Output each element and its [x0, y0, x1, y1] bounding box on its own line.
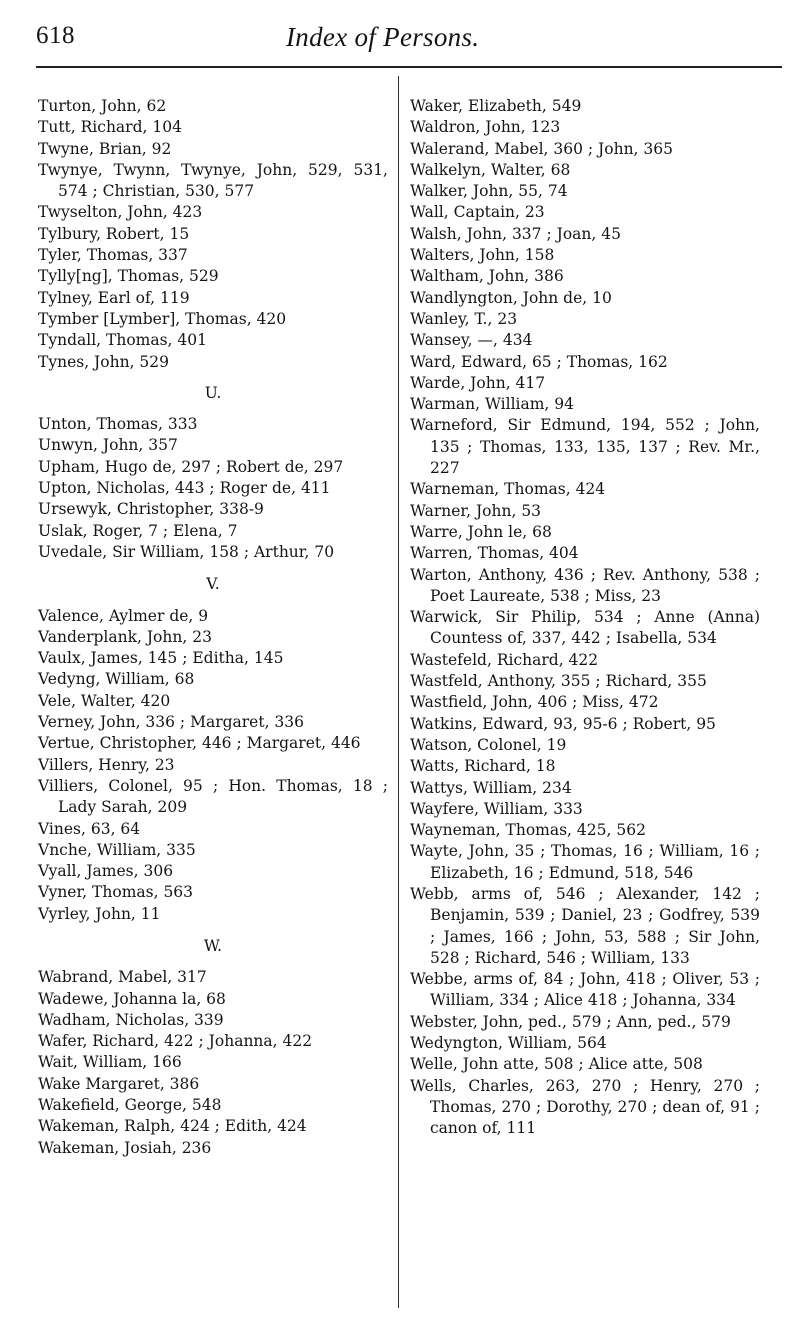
index-entry: Wadewe, Johanna la, 68: [38, 989, 226, 1008]
index-entry: Wafer, Richard, 422 ; Johanna, 422: [38, 1032, 313, 1051]
index-entry: Tyler, Thomas, 337: [38, 246, 188, 265]
index-entry: Waldron, John, 123: [410, 118, 561, 137]
index-entry: Warneman, Thomas, 424: [410, 480, 606, 499]
index-entry: Wayte, John, 35 ; Thomas, 16 ; William, 16 ; Elizabeth, 16 ; Edmund, 518, 546: [410, 842, 760, 882]
index-entry: Vines, 63, 64: [38, 819, 141, 838]
index-entry: Wabrand, Mabel, 317: [38, 968, 207, 987]
index-entry: Wastfield, John, 406 ; Miss, 472: [410, 693, 659, 712]
index-entry: Wansey, —, 434: [410, 331, 533, 350]
index-entry: Wastfeld, Anthony, 355 ; Richard, 355: [410, 672, 707, 691]
index-entry: Warner, John, 53: [410, 501, 542, 520]
index-entry: Upham, Hugo de, 297 ; Robert de, 297: [38, 457, 344, 476]
index-entry: Watson, Colonel, 19: [410, 735, 567, 754]
index-entry: Tylly[ng], Thomas, 529: [38, 267, 219, 286]
index-entry: Ursewyk, Christopher, 338-9: [38, 500, 264, 519]
index-entry: Vyner, Thomas, 563: [38, 883, 194, 902]
index-entry: Twyselton, John, 423: [38, 203, 203, 222]
index-entry: Warde, John, 417: [410, 373, 546, 392]
column-divider: [398, 76, 399, 1308]
v-section: [38, 606, 388, 925]
index-entry: Unwyn, John, 357: [38, 436, 178, 455]
t-section: [38, 96, 388, 373]
index-entry: Tynes, John, 529: [38, 352, 170, 371]
index-entry: Tutt, Richard, 104: [38, 118, 182, 137]
index-entry: Wells, Charles, 263, 270 ; Henry, 270 ; Thomas, 270 ; Dorothy, 270 ; dean of, 91 ; canon of, 111: [410, 1076, 760, 1138]
index-entry: Warre, John le, 68: [410, 522, 552, 541]
index-entry: Vertue, Christopher, 446 ; Margaret, 446: [38, 734, 361, 753]
index-entry: Wakefield, George, 548: [38, 1096, 222, 1115]
index-entry: Tyndall, Thomas, 401: [38, 331, 207, 350]
index-entry: Warman, William, 94: [410, 395, 575, 414]
page-number: 618: [36, 22, 75, 49]
index-entry: Wait, William, 166: [38, 1053, 182, 1072]
index-entry: Waker, Elizabeth, 549: [410, 97, 582, 115]
index-entry: Walker, John, 55, 74: [410, 182, 568, 201]
index-entry: Waltham, John, 386: [410, 267, 564, 286]
index-entry: Turton, John, 62: [38, 97, 167, 115]
index-entry: Walters, John, 158: [410, 246, 555, 265]
index-entry: Ward, Edward, 65 ; Thomas, 162: [410, 352, 668, 371]
index-entry: Wayneman, Thomas, 425, 562: [410, 821, 646, 840]
index-entry: Welle, John atte, 508 ; Alice atte, 508: [410, 1055, 703, 1074]
header-rule: [36, 66, 782, 68]
index-entry: Wayfere, William, 333: [410, 799, 583, 818]
index-entry: Vaulx, James, 145 ; Editha, 145: [38, 649, 284, 668]
index-entry: Twynye, Twynn, Twynye, John, 529, 531, 574 ; Christian, 530, 577: [38, 160, 388, 201]
index-entry: Villiers, Colonel, 95 ; Hon. Thomas, 18 ; Lady Sarah, 209: [38, 776, 388, 817]
index-entry: Tylney, Earl of, 119: [38, 288, 190, 307]
index-entry: Warren, Thomas, 404: [410, 544, 579, 563]
index-entry: Twyne, Brian, 92: [38, 139, 172, 158]
index-entry: Tylbury, Robert, 15: [38, 224, 190, 243]
index-entry: Upton, Nicholas, 443 ; Roger de, 411: [38, 479, 331, 498]
index-entry: Unton, Thomas, 333: [38, 415, 198, 434]
index-entry: Warwick, Sir Philip, 534 ; Anne (Anna) Countess of, 337, 442 ; Isabella, 534: [410, 608, 760, 648]
u-section: [38, 414, 388, 563]
index-entry: Wandlyngton, John de, 10: [410, 288, 612, 307]
index-entry: Walerand, Mabel, 360 ; John, 365: [410, 139, 673, 158]
index-entry: Vyrley, John, 11: [38, 904, 161, 923]
index-entry: Valence, Aylmer de, 9: [38, 606, 209, 625]
index-entry: Wakeman, Ralph, 424 ; Edith, 424: [38, 1117, 307, 1136]
index-entry: Vele, Walter, 420: [38, 691, 171, 710]
index-entry: Walsh, John, 337 ; Joan, 45: [410, 224, 621, 243]
index-entry: Wanley, T., 23: [410, 309, 518, 328]
section-heading-w: W.: [203, 936, 223, 955]
index-entry: Villers, Henry, 23: [38, 755, 175, 774]
left-column: [38, 96, 388, 1159]
section-heading-u: U.: [204, 383, 222, 402]
section-heading-v: V.: [206, 575, 220, 594]
index-entry: Watts, Richard, 18: [410, 757, 556, 776]
index-entry: Webbe, arms of, 84 ; John, 418 ; Oliver, 53 ; William, 334 ; Alice 418 ; Johanna, 334: [410, 970, 760, 1010]
index-entry: Uvedale, Sir William, 158 ; Arthur, 70: [38, 542, 335, 561]
index-entry: Vnche, William, 335: [38, 840, 196, 859]
index-entry: Walkelyn, Walter, 68: [410, 160, 571, 179]
index-entry: Vyall, James, 306: [38, 862, 174, 881]
index-entry: Tymber [Lymber], Thomas, 420: [38, 309, 287, 328]
index-entry: Wall, Captain, 23: [410, 203, 545, 222]
index-entry: Vedyng, William, 68: [38, 670, 195, 689]
index-entry: Vanderplank, John, 23: [38, 627, 212, 646]
running-title: Index of Persons.: [286, 22, 480, 52]
index-entry: Wastefeld, Richard, 422: [410, 650, 599, 669]
w-section: [38, 967, 388, 1159]
index-entry: Webb, arms of, 546 ; Alexander, 142 ; Benjamin, 539 ; Daniel, 23 ; Godfrey, 539 ; James, 166 ; John, 53, 588 ; Sir John, 528 ; Richard, 546 ; William, 133: [410, 884, 760, 967]
index-entry: Wake Margaret, 386: [38, 1074, 200, 1093]
index-entry: Verney, John, 336 ; Margaret, 336: [38, 713, 305, 732]
index-entry: Wadham, Nicholas, 339: [38, 1010, 224, 1029]
right-column: [410, 96, 760, 1140]
index-entry: Wakeman, Josiah, 236: [38, 1138, 212, 1157]
index-entry: Warneford, Sir Edmund, 194, 552 ; John, 135 ; Thomas, 133, 135, 137 ; Rev. Mr., 227: [410, 416, 760, 478]
index-entry: Wattys, William, 234: [410, 778, 572, 797]
index-entry: Uslak, Roger, 7 ; Elena, 7: [38, 521, 238, 540]
index-entry: Webster, John, ped., 579 ; Ann, ped., 579: [410, 1012, 731, 1031]
page-header: [36, 18, 782, 58]
index-entry: Warton, Anthony, 436 ; Rev. Anthony, 538 ; Poet Laureate, 538 ; Miss, 23: [410, 565, 760, 605]
index-entry: Wedyngton, William, 564: [410, 1034, 607, 1053]
index-entry: Watkins, Edward, 93, 95-6 ; Robert, 95: [410, 714, 716, 733]
